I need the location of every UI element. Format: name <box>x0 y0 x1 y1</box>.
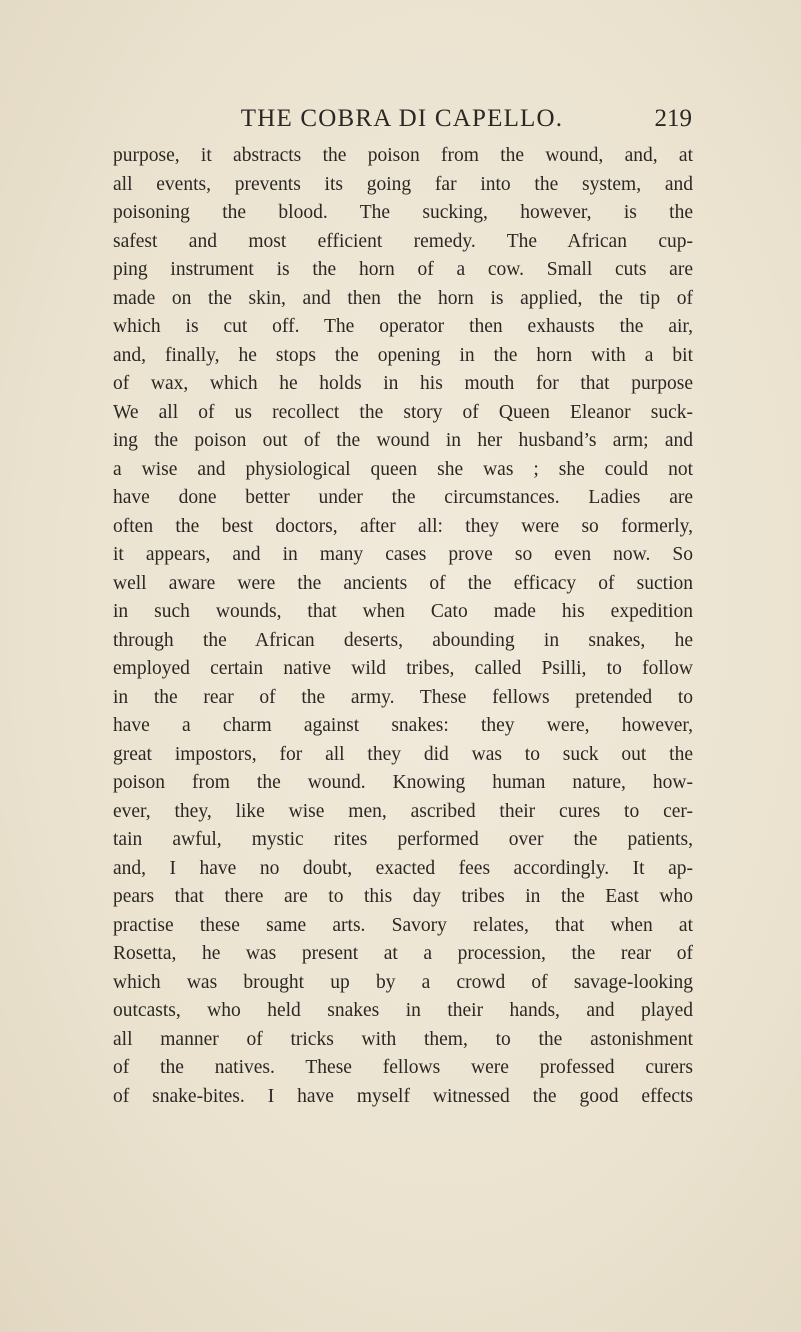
text-line: poison from the wound. Knowing human nature, how- <box>113 772 693 793</box>
text-line: of the natives. These fellows were professed curers <box>113 1057 693 1078</box>
text-line: well aware were the ancients of the efficacy of suction <box>113 572 693 594</box>
text-line: pears that there are to this day tribes in the East who <box>113 886 693 907</box>
text-line: made on the skin, and then the horn is applied, the tip of <box>113 287 693 309</box>
text-line: have a charm against snakes: they were, however, <box>113 715 693 736</box>
text-line: which is cut off. The operator then exhausts the air, <box>113 316 693 337</box>
text-line: a wise and physiological queen she was ; she could not <box>113 458 693 480</box>
text-line: We all of us recollect the story of Queen Eleanor suck- <box>113 401 693 423</box>
text-line: practise these same arts. Savory relates, that when at <box>113 914 693 936</box>
text-line: ever, they, like wise men, ascribed their cures to cer- <box>113 800 693 822</box>
text-line: outcasts, who held snakes in their hands, and played <box>113 1000 693 1021</box>
text-line: purpose, it abstracts the poison from the wound, and, at <box>113 145 693 166</box>
running-head <box>112 104 692 134</box>
text-line: ing the poison out of the wound in her husband’s arm; and <box>113 430 693 451</box>
text-line: safest and most efficient remedy. The African cup- <box>113 230 693 252</box>
text-line: ping instrument is the horn of a cow. Small cuts are <box>113 259 693 280</box>
text-line: all manner of tricks with them, to the astonishment <box>113 1028 693 1050</box>
text-line: employed certain native wild tribes, called Psilli, to follow <box>113 658 693 679</box>
text-line: often the best doctors, after all: they were so formerly, <box>113 515 693 537</box>
text-line: in such wounds, that when Cato made his expedition <box>113 601 693 622</box>
text-line: it appears, and in many cases prove so even now. So <box>113 544 693 565</box>
page-number: 219 <box>654 105 692 132</box>
text-line: and, finally, he stops the opening in the horn with a bit <box>113 344 693 366</box>
running-title: THE COBRA DI CAPELLO. <box>240 105 564 132</box>
text-line: through the African deserts, abounding in snakes, he <box>113 629 693 651</box>
text-line: tain awful, mystic rites performed over the patients, <box>113 829 693 850</box>
text-line: poisoning the blood. The sucking, however, is the <box>113 202 693 223</box>
text-line: of wax, which he holds in his mouth for that purpose <box>113 373 693 394</box>
text-line: and, I have no doubt, exacted fees accordingly. It ap- <box>113 857 693 879</box>
text-line: great impostors, for all they did was to suck out the <box>113 743 693 765</box>
text-line: all events, prevents its going far into the system, and <box>113 173 693 195</box>
text-line: which was brought up by a crowd of savage-looking <box>113 971 693 993</box>
text-line: of snake-bites. I have myself witnessed the good effects <box>113 1085 693 1107</box>
body-text <box>113 142 693 1111</box>
text-line: in the rear of the army. These fellows pretended to <box>113 686 693 708</box>
text-line: Rosetta, he was present at a procession, the rear of <box>113 943 693 964</box>
text-line: have done better under the circumstances. Ladies are <box>113 487 693 508</box>
